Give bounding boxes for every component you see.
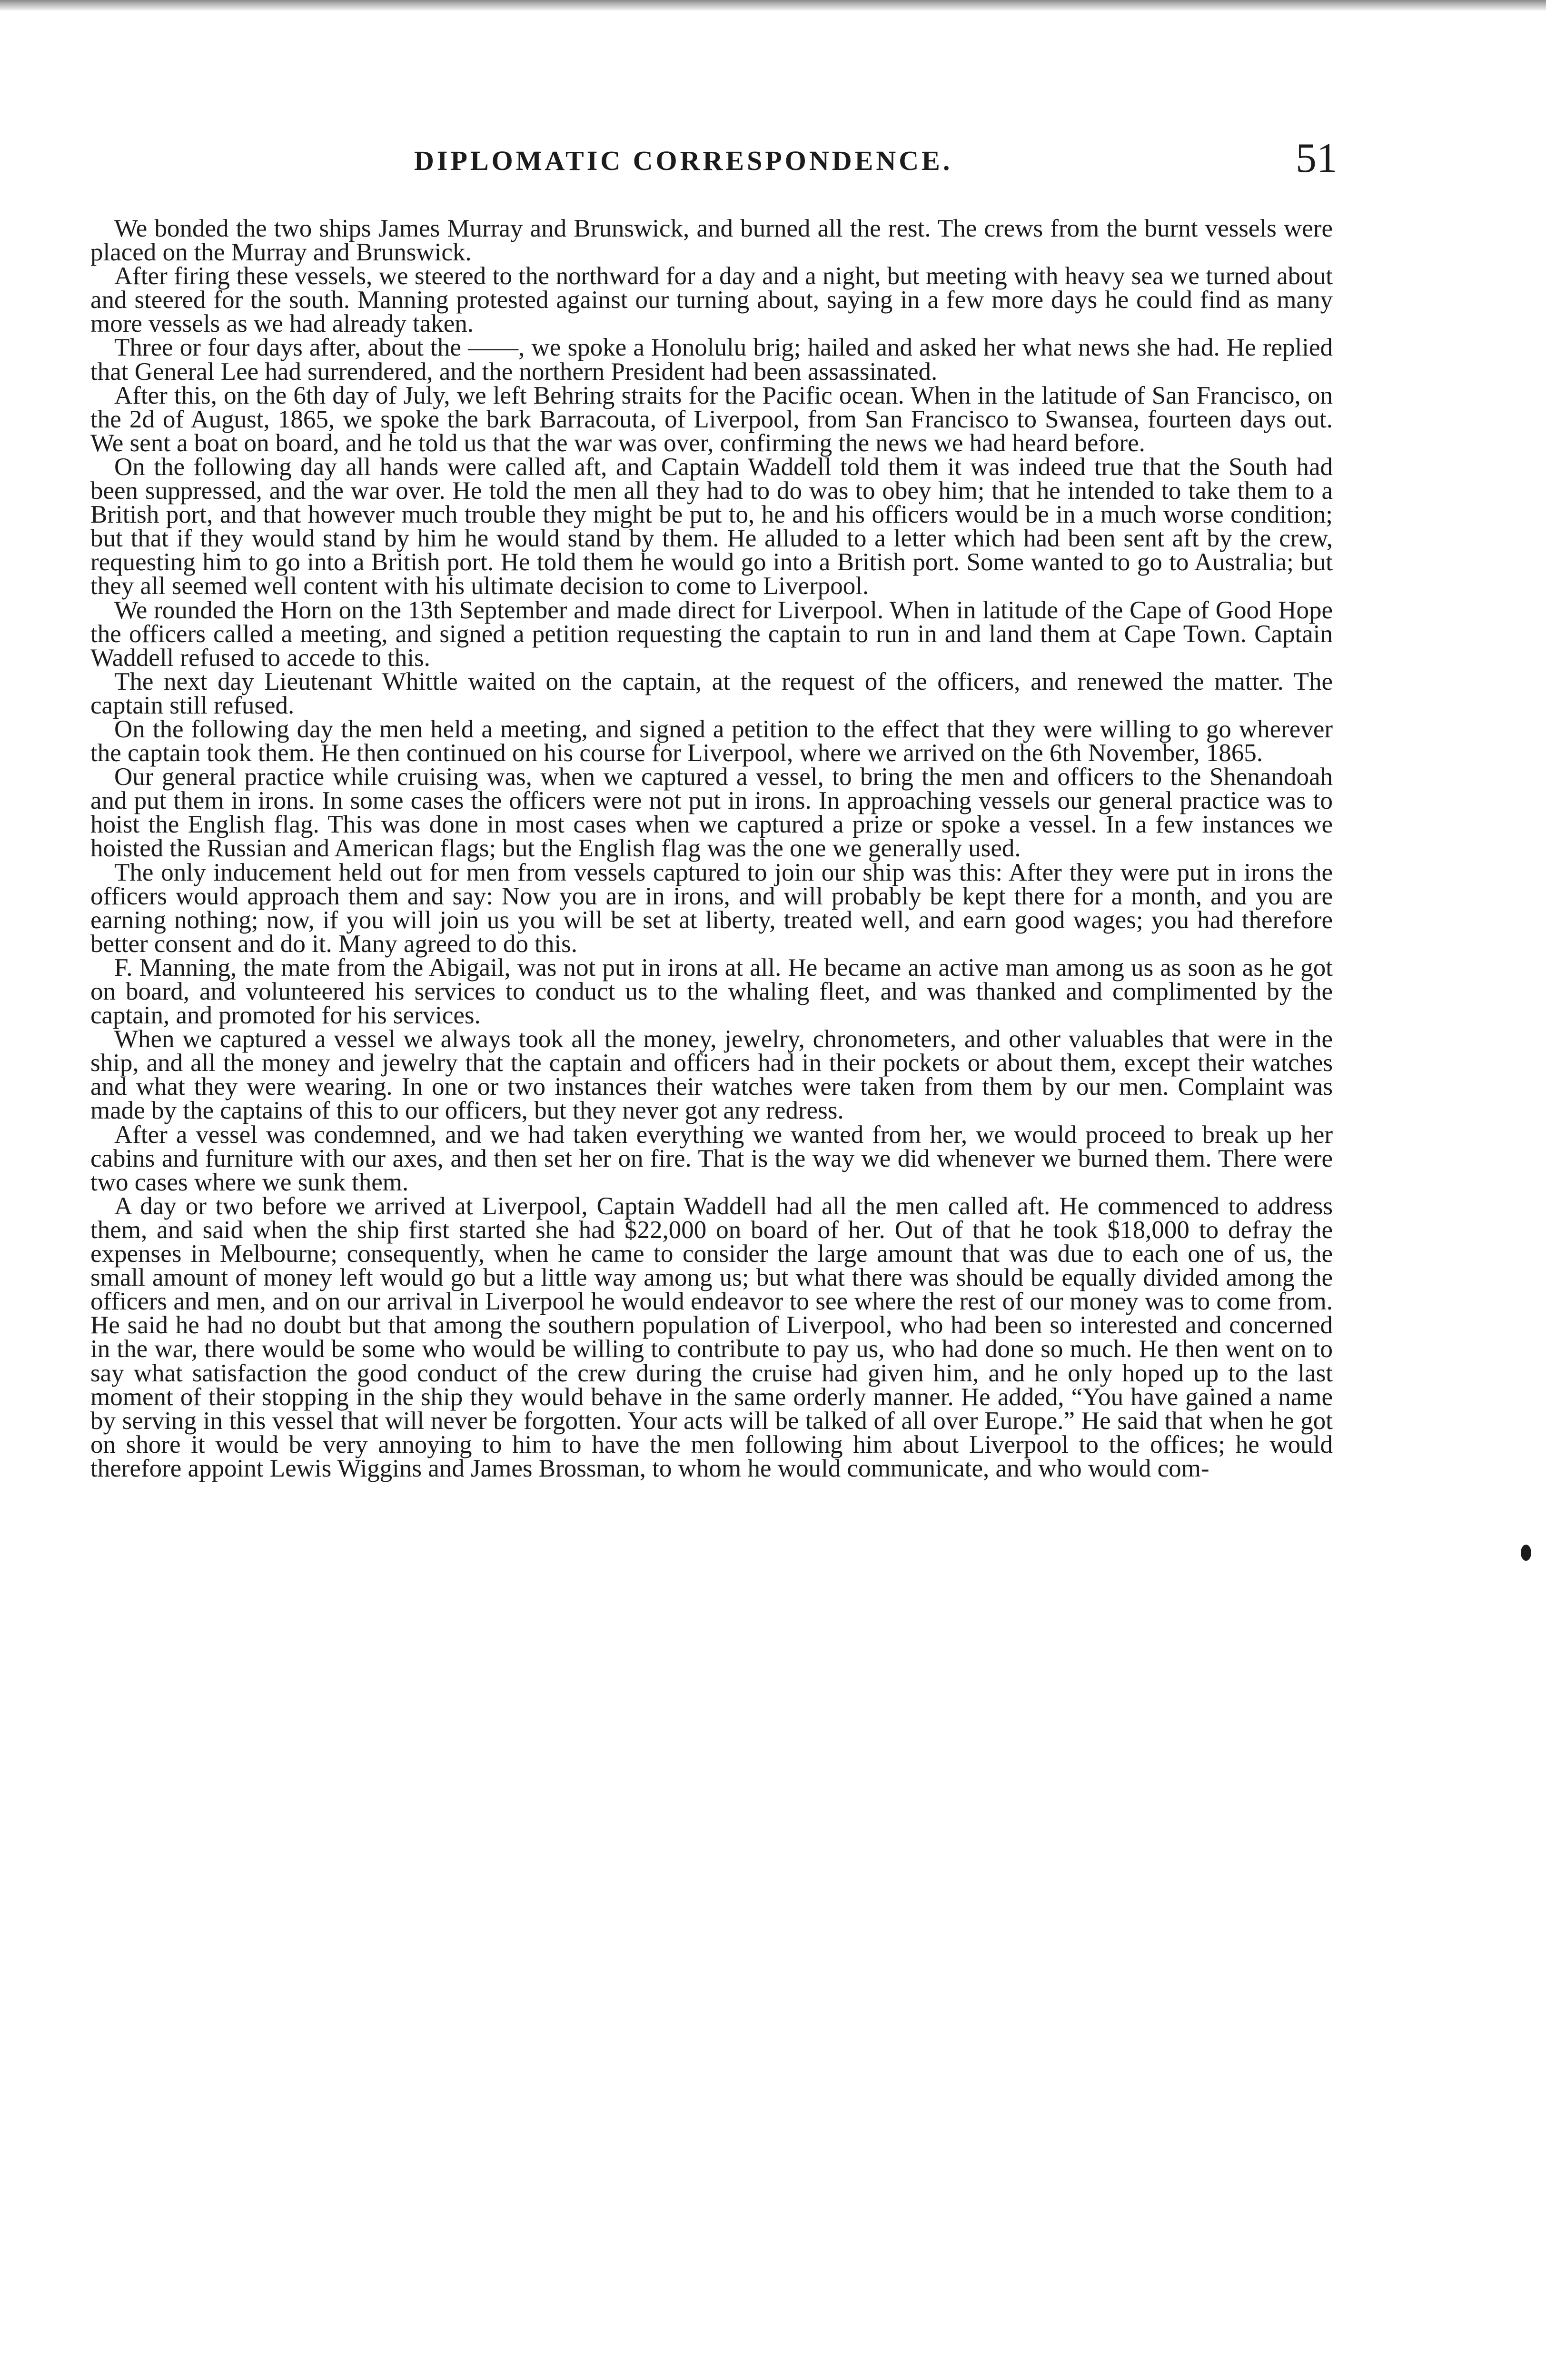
body-text [90, 217, 1333, 1480]
paragraph-captured-vessel-valuables: When we captured a vessel we always took all the money, jewelry, chronometers, and other valuables that were in the ship, and all the money and jewelry that the captain and officers had in their pockets or about them, except their watches and what they were wearing. In one or two instances their watches were taken from them by our men. Complaint was made by the captains of this to our officers, but they never got any redress. [90, 1025, 1333, 1125]
paragraph-rounded-the-horn: We rounded the Horn on the 13th September and made direct for Liverpool. When in latitude of the Cape of Good Hope the officers called a meeting, and signed a petition requesting the captain to run in and land them at Cape Town. Captain Waddell refused to accede to this. [90, 596, 1333, 672]
paragraph-left-behring-straits: After this, on the 6th day of July, we left Behring straits for the Pacific ocean. When in the latitude of San Francisco, on the 2d of August, 1865, we spoke the bark Barracouta, of Liverpool, from San Francisco to Swansea, fourteen days out. We sent a boat on board, and he told us that the war was over, confirming the news we had heard before. [90, 381, 1333, 457]
paragraph-all-hands-called-aft: On the following day all hands were called aft, and Captain Waddell told them it was indeed true that the South had been suppressed, and the war over. He told the men all they had to do was to obey him; that he intended to take them to a British port, and that however much trouble they might be put to, he and his officers would be in a much worse condition; but that if they would stand by him he would stand by them. He alluded to a letter which had been sent aft by the crew, requesting him to go into a British port. He told them he would go into a British port. Some wanted to go to Australia; but they all seemed well content with his ultimate decision to come to Liverpool. [90, 453, 1333, 600]
ink-blot [1521, 1545, 1531, 1561]
paragraph-vessel-condemned: After a vessel was condemned, and we had taken everything we wanted from her, we would proceed to break up her cabins and furniture with our axes, and then set her on fire. That is the way we did whenever we burned them. There were two cases where we sunk them. [90, 1121, 1333, 1196]
paragraph-men-held-meeting: On the following day the men held a meeting, and signed a petition to the effect that they were willing to go wherever the captain took them. He then continued on his course for Liverpool, where we arrived on the 6th November, 1865. [90, 715, 1333, 767]
page-number: 51 [1296, 135, 1338, 181]
paragraph-lieutenant-whittle: The next day Lieutenant Whittle waited on the captain, at the request of the officers, and renewed the matter. The captain still refused. [90, 667, 1333, 719]
paragraph-steered-northward: After firing these vessels, we steered to the northward for a day and a night, but meeting with heavy sea we turned about and steered for the south. Manning protested against our turning about, saying in a few more days he could find as many more vessels as we had already taken. [90, 262, 1333, 338]
paragraph-bonded-ships: We bonded the two ships James Murray and Brunswick, and burned all the rest. The crews from the burnt vessels were placed on the Murray and Brunswick. [90, 215, 1333, 267]
paragraph-general-practice: Our general practice while cruising was, when we captured a vessel, to bring the men and officers to the Shenandoah and put them in irons. In some cases the officers were not put in irons. In approaching vessels our general practice was to hoist the English flag. This was done in most cases when we captured a prize or spoke a vessel. In a few instances we hoisted the Russian and American flags; but the English flag was the one we generally used. [90, 763, 1333, 863]
running-title: DIPLOMATIC CORRESPONDENCE. [414, 145, 953, 176]
paragraph-only-inducement: The only inducement held out for men from vessels captured to join our ship was this: After they were put in irons the officers would approach them and say: Now you are in irons, and will probably be kept there for a month, and you are earning nothing; now, if you will join us you will be set at liberty, treated well, and earn good wages; you had therefore better consent and do it. Many agreed to do this. [90, 858, 1333, 958]
running-head [119, 134, 1338, 196]
paragraph-captain-waddell-address: A day or two before we arrived at Liverpool, Captain Waddell had all the men called aft. He commenced to address them, and said when the ship first started she had $22,000 on board of her. Out of that he took $18,000 to defray the expenses in Melbourne; consequently, when he came to consider the large amount that was due to each one of us, the small amount of money left would go but a little way among us; but what there was should be equally divided among the officers and men, and on our arrival in Liverpool he would endeavor to see where the rest of our money was to come from. He said he had no doubt but that among the southern population of Liverpool, who had been so interested and concerned in the war, there would be some who would be willing to contribute to pay us, who had done so much. He then went on to say what satisfaction the good conduct of the crew during the cruise had given him, and he only hoped up to the last moment of their stopping in the ship they would behave in the same orderly manner. He added, “You have gained a name by serving in this vessel that will never be forgotten. Your acts will be talked of all over Europe.” He said that when he got on shore it would be very annoying to him to have the men following him about Liverpool to the offices; he would therefore appoint Lewis Wiggins and James Brossman, to whom he would communicate, and who would com- [90, 1192, 1333, 1482]
paragraph-f-manning: F. Manning, the mate from the Abigail, was not put in irons at all. He became an active man among us as soon as he got on board, and volunteered his services to conduct us to the whaling fleet, and was thanked and complimented by the captain, and promoted for his services. [90, 953, 1333, 1030]
paragraph-honolulu-brig: Three or four days after, about the ——, we spoke a Honolulu brig; hailed and asked her what news she had. He replied that General Lee had surrendered, and the northern President had been assassinated. [90, 334, 1333, 386]
